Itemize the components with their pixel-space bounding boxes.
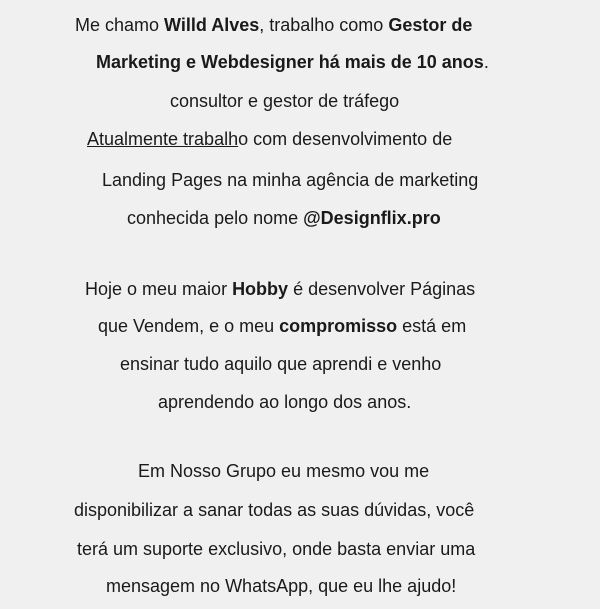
text: Me chamo xyxy=(75,15,165,35)
text: Em Nosso Grupo eu mesmo vou me xyxy=(138,461,430,481)
p2-line-3 xyxy=(0,346,600,382)
p2-line-2 xyxy=(0,308,600,344)
text: aprendendo ao longo dos anos. xyxy=(158,392,412,412)
text: Hoje o meu maior xyxy=(85,279,233,299)
text: consultor e gestor de tráfego xyxy=(170,91,400,111)
text: é desenvolver Páginas xyxy=(288,279,476,299)
p1-line-5 xyxy=(0,162,600,198)
p1-line-4 xyxy=(0,121,600,157)
text: disponibilizar a sanar todas as suas dúvidas, você xyxy=(74,500,475,520)
p2-line-4 xyxy=(0,384,600,420)
p1-line-3 xyxy=(0,83,600,119)
text: terá um suporte exclusivo, onde basta enviar uma xyxy=(77,539,476,559)
text: está em xyxy=(397,316,467,336)
text: mensagem no WhatsApp, que eu lhe ajudo! xyxy=(106,576,457,596)
p3-line-3 xyxy=(0,531,600,567)
text: . xyxy=(483,52,489,72)
text: , trabalho como xyxy=(259,15,389,35)
p1-line-1 xyxy=(0,7,600,43)
brand-handle: @Designflix.pro xyxy=(303,208,441,228)
text: que Vendem, e o meu xyxy=(98,316,280,336)
p3-line-1 xyxy=(0,453,600,489)
hobby-highlight: Hobby xyxy=(232,279,289,299)
p1-line-6 xyxy=(0,200,600,236)
text: conhecida pelo nome xyxy=(127,208,304,228)
text: ensinar tudo aquilo que aprendi e venho xyxy=(120,354,442,374)
p3-line-2 xyxy=(0,492,600,528)
text: o com desenvolvimento de xyxy=(238,129,453,149)
role-highlight: Marketing e Webdesigner há mais de 10 anos xyxy=(96,52,484,72)
role-highlight: Gestor de xyxy=(388,15,473,35)
p2-line-1 xyxy=(0,271,600,307)
commitment-highlight: compromisso xyxy=(279,316,398,336)
underlined-text: Atualmente trabalh xyxy=(87,129,239,149)
p1-line-2 xyxy=(0,44,600,80)
text: Landing Pages na minha agência de marketing xyxy=(102,170,479,190)
name-highlight: Willd Alves xyxy=(164,15,260,35)
p3-line-4 xyxy=(0,568,600,604)
